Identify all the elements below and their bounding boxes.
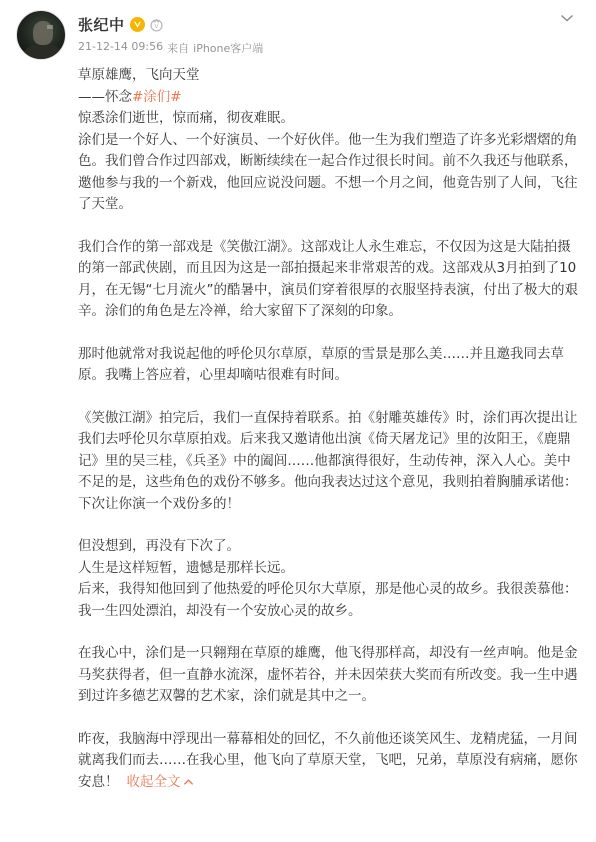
topic-link[interactable]: #涂们# — [132, 88, 182, 105]
post-title: 草原雄鹰，飞向天堂 — [78, 67, 200, 83]
paragraph-1: 惊悉涂们逝世，惊而痛，彻夜难眠。 — [78, 110, 294, 126]
post-source-prefix: 来自 — [167, 42, 190, 55]
dedication-prefix: ——怀念 — [78, 88, 132, 105]
paragraph-6: 但没想到，再没有下次了。 — [78, 538, 240, 554]
paragraph-3: 我们合作的第一部戏是《笑傲江湖》。这部戏让人永生难忘，不仅因为这是大陆拍摄的第一部武侠剧，而且因为这是一部拍摄起来非常艰苦的戏。这部戏从3月拍到了10月，在无锡“七月流火”的酷暑中，演员们穿着很厚的衣服坚持表演，付出了极大的艰辛。涂们的角色是左冷禅，给大家留下了深刻的印象。 — [78, 238, 578, 319]
vip-badge-icon[interactable] — [130, 17, 145, 32]
dedication — [78, 87, 584, 109]
collapse-full-text-button[interactable] — [127, 774, 194, 790]
post-time[interactable]: 21-12-14 09:56 — [78, 40, 164, 53]
username-row — [78, 13, 164, 35]
member-badge-icon[interactable] — [149, 17, 164, 32]
paragraph-2: 涂们是一个好人、一个好演员、一个好伙伴。他一生为我们塑造了许多光彩熠熠的角色。我们曾合作过四部戏，断断续续在一起合作过很长时间。前不久我还与他联系，邀他参与我的一个新戏，他回应说没问题。不想一个月之间，他竟告别了人间，飞往了天堂。 — [78, 131, 578, 212]
avatar[interactable] — [16, 10, 66, 60]
post-content — [78, 65, 584, 793]
chevron-down-icon — [560, 13, 574, 23]
paragraph-5: 《笑傲江湖》拍完后，我们一直保持着联系。拍《射雕英雄传》时，涂们再次提出让我们去呼伦贝尔草原拍戏。后来我又邀请他出演《倚天屠龙记》里的汝阳王，《鹿鼎记》里的吴三桂，《兵圣》中的阖闾……他都演得很好，生动传神，深入人心。美中不足的是，这些角色的戏份不够多。他向我表达过这个意见，我则拍着胸脯承诺他：下次让你演一个戏份多的！ — [78, 409, 578, 512]
paragraph-9: 在我心中，涂们是一只翱翔在草原的雄鹰，他飞得那样高，却没有一丝声响。他是金马奖获得者，但一直静水流深，虚怀若谷，并未因荣获大奖而有所改变。我一生中遇到过许多德艺双馨的艺术家，涂们就是其中之一。 — [78, 645, 578, 704]
post-meta — [78, 40, 263, 56]
svg-text:V: V — [153, 22, 159, 30]
avatar-shoulder — [23, 43, 63, 60]
paragraph-10-text: 昨夜，我脑海中浮现出一幕幕相处的回忆，不久前他还谈笑风生、龙精虎猛，一月间就离我们而去……在我心里，他飞向了草原天堂，飞吧，兄弟，草原没有病痛，愿你安息！ — [78, 730, 578, 790]
more-options-button[interactable] — [558, 10, 576, 26]
post-source: iPhone客户端 — [193, 42, 264, 55]
post-header — [16, 10, 580, 62]
collapse-label: 收起全文 — [126, 773, 181, 790]
chevron-up-icon — [183, 778, 194, 786]
paragraph-8: 后来，我得知他回到了他热爱的呼伦贝尔大草原，那是他心灵的故乡。我很羡慕他：我一生四处漂泊，却没有一个安放心灵的故乡。 — [78, 581, 578, 619]
paragraph-10 — [78, 729, 584, 794]
username[interactable]: 张纪中 — [78, 15, 125, 34]
paragraph-7: 人生是这样短暂，遗憾是那样长远。 — [78, 559, 294, 576]
paragraph-4: 那时他就常对我说起他的呼伦贝尔草原，草原的雪景是那么美……并且邀我同去草原。我嘴上答应着，心里却嘀咕很难有时间。 — [78, 345, 564, 383]
avatar-glint — [47, 25, 53, 29]
